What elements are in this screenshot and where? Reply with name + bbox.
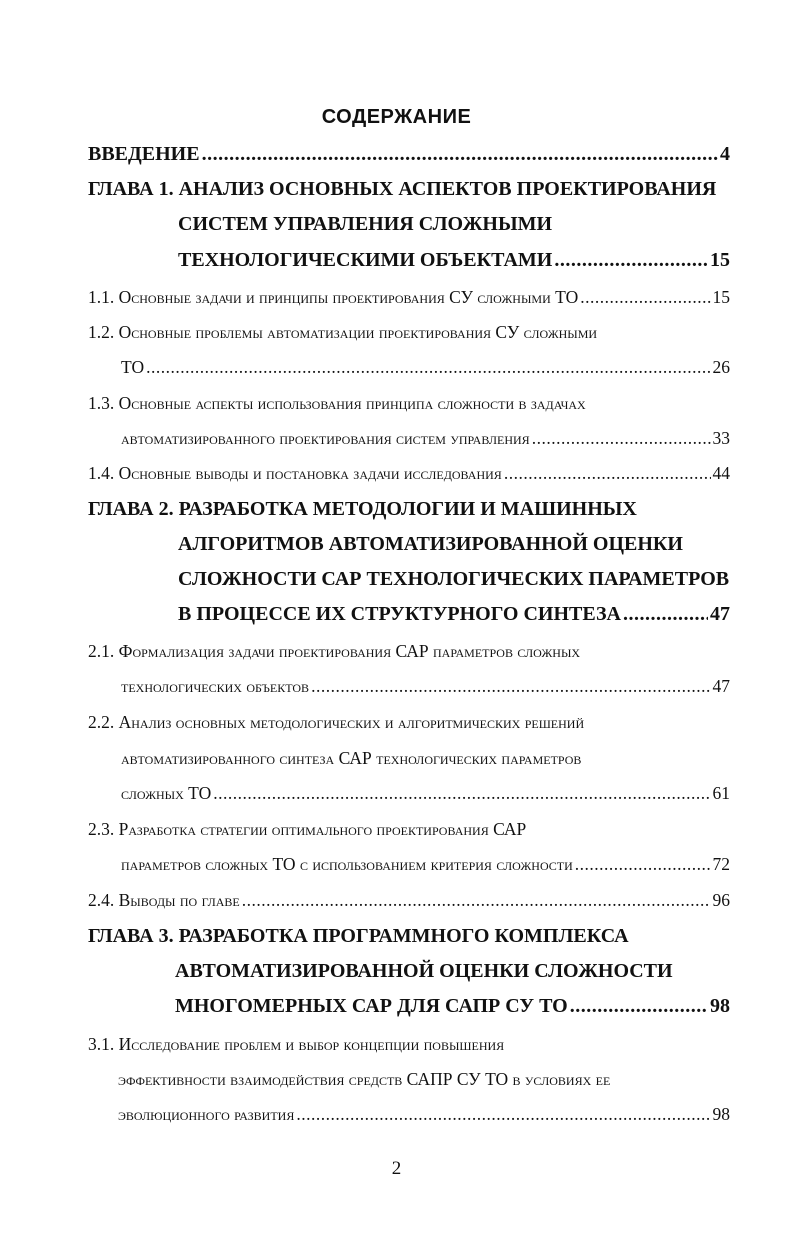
toc-entry-1-1[interactable] xyxy=(88,287,730,308)
page-title: СОДЕРЖАНИЕ xyxy=(321,106,472,128)
toc-entry-text: ТЕХНОЛОГИЧЕСКИМИ ОБЪЕКТАМИ xyxy=(178,249,553,271)
toc-entry-text: 2.4. Выводы по главе xyxy=(88,890,240,910)
dot-leader xyxy=(570,995,708,1018)
chapter-3-title-line2: АВТОМАТИЗИРОВАННОЙ ОЦЕНКИ СЛОЖНОСТИ xyxy=(175,960,673,982)
toc-entry-text: автоматизированного проектирования систем управления xyxy=(121,428,530,448)
toc-entry-text: сложных ТО xyxy=(121,783,212,803)
toc-entry-chapter-2[interactable] xyxy=(178,603,730,626)
chapter-3-title-line1: ГЛАВА 3. РАЗРАБОТКА ПРОГРАММНОГО КОМПЛЕКСА xyxy=(88,925,629,947)
toc-entry-2-3-line1: 2.3. Разработка стратегии оптимального проектирования САР xyxy=(88,819,527,839)
toc-page-number: 15 xyxy=(710,249,730,271)
page-number: 2 xyxy=(391,1158,402,1179)
chapter-2-title-line2: АЛГОРИТМОВ АВТОМАТИЗИРОВАННОЙ ОЦЕНКИ xyxy=(178,533,683,555)
dot-leader xyxy=(623,603,708,626)
toc-entry-text: ВВЕДЕНИЕ xyxy=(88,143,200,165)
dot-leader xyxy=(575,854,711,875)
dot-leader xyxy=(554,249,708,272)
toc-entry-2-1[interactable] xyxy=(121,676,730,697)
dot-leader xyxy=(296,1104,710,1125)
toc-page-number: 33 xyxy=(712,428,730,448)
dot-leader xyxy=(504,463,711,484)
toc-page-number: 47 xyxy=(712,676,730,696)
toc-entry-text: эволюционного развития xyxy=(118,1104,295,1124)
toc-page-number: 61 xyxy=(712,783,730,803)
toc-entry-2-2[interactable] xyxy=(121,783,730,804)
toc-page-number: 72 xyxy=(712,854,730,874)
toc-entry-2-2-line1: 2.2. Анализ основных методологических и алгоритмических решений xyxy=(88,712,585,732)
chapter-1-title-line1: ГЛАВА 1. АНАЛИЗ ОСНОВНЫХ АСПЕКТОВ ПРОЕКТИРОВАНИЯ xyxy=(88,178,717,200)
toc-entry-1-4[interactable] xyxy=(88,463,730,484)
dot-leader xyxy=(311,676,710,697)
toc-entry-text: 1.4. Основные выводы и постановка задачи исследования xyxy=(88,463,502,483)
toc-entry-text: ТО xyxy=(121,357,145,377)
toc-entry-text: параметров сложных ТО с использованием критерия сложности xyxy=(121,854,573,874)
dot-leader xyxy=(532,428,711,449)
toc-page-number: 26 xyxy=(712,357,730,377)
toc-entry-2-4[interactable] xyxy=(88,890,730,911)
toc-entry-2-1-line1: 2.1. Формализация задачи проектирования САР параметров сложных xyxy=(88,641,581,661)
toc-entry-chapter-3[interactable] xyxy=(175,995,730,1018)
dot-leader xyxy=(202,143,718,166)
chapter-2-title-line3: СЛОЖНОСТИ САР ТЕХНОЛОГИЧЕСКИХ ПАРАМЕТРОВ xyxy=(178,568,730,590)
toc-entry-1-3-line1: 1.3. Основные аспекты использования принципа сложности в задачах xyxy=(88,393,586,413)
toc-entry-2-3[interactable] xyxy=(121,854,730,875)
chapter-1-title-line2: СИСТЕМ УПРАВЛЕНИЯ СЛОЖНЫМИ xyxy=(178,213,553,235)
toc-page-number: 15 xyxy=(712,287,730,307)
toc-entry-text: МНОГОМЕРНЫХ САР ДЛЯ САПР СУ ТО xyxy=(175,995,568,1017)
toc-entry-text: В ПРОЦЕССЕ ИХ СТРУКТУРНОГО СИНТЕЗА xyxy=(178,603,621,625)
toc-page-number: 4 xyxy=(720,143,730,165)
toc-entry-chapter-1[interactable] xyxy=(178,249,730,272)
toc-entry-text: 1.1. Основные задачи и принципы проектирования СУ сложными ТО xyxy=(88,287,579,307)
dot-leader xyxy=(242,890,711,911)
toc-page-number: 47 xyxy=(710,603,730,625)
dot-leader xyxy=(213,783,710,804)
toc-entry-1-3[interactable] xyxy=(121,428,730,449)
chapter-2-title-line1: ГЛАВА 2. РАЗРАБОТКА МЕТОДОЛОГИИ И МАШИННЫХ xyxy=(88,498,637,520)
dot-leader xyxy=(146,357,710,378)
toc-entry-3-1-line1: 3.1. Исследование проблем и выбор концепции повышения xyxy=(88,1034,505,1054)
toc-page-number: 96 xyxy=(712,890,730,910)
toc-entry-intro[interactable] xyxy=(88,143,730,166)
toc-entry-2-2-line2: автоматизированного синтеза САР технологических параметров xyxy=(121,748,582,768)
toc-entry-3-1-line2: эффективности взаимодействия средств САПР СУ ТО в условиях ее xyxy=(118,1069,611,1089)
dot-leader xyxy=(580,287,710,308)
toc-entry-1-2-line1: 1.2. Основные проблемы автоматизации проектирования СУ сложными xyxy=(88,322,598,342)
toc-page-number: 98 xyxy=(710,995,730,1017)
toc-entry-text: технологических объектов xyxy=(121,676,310,696)
toc-page-number: 44 xyxy=(712,463,730,483)
toc-entry-3-1[interactable] xyxy=(118,1104,730,1125)
toc-page-number: 98 xyxy=(712,1104,730,1124)
toc-entry-1-2[interactable] xyxy=(121,357,730,378)
